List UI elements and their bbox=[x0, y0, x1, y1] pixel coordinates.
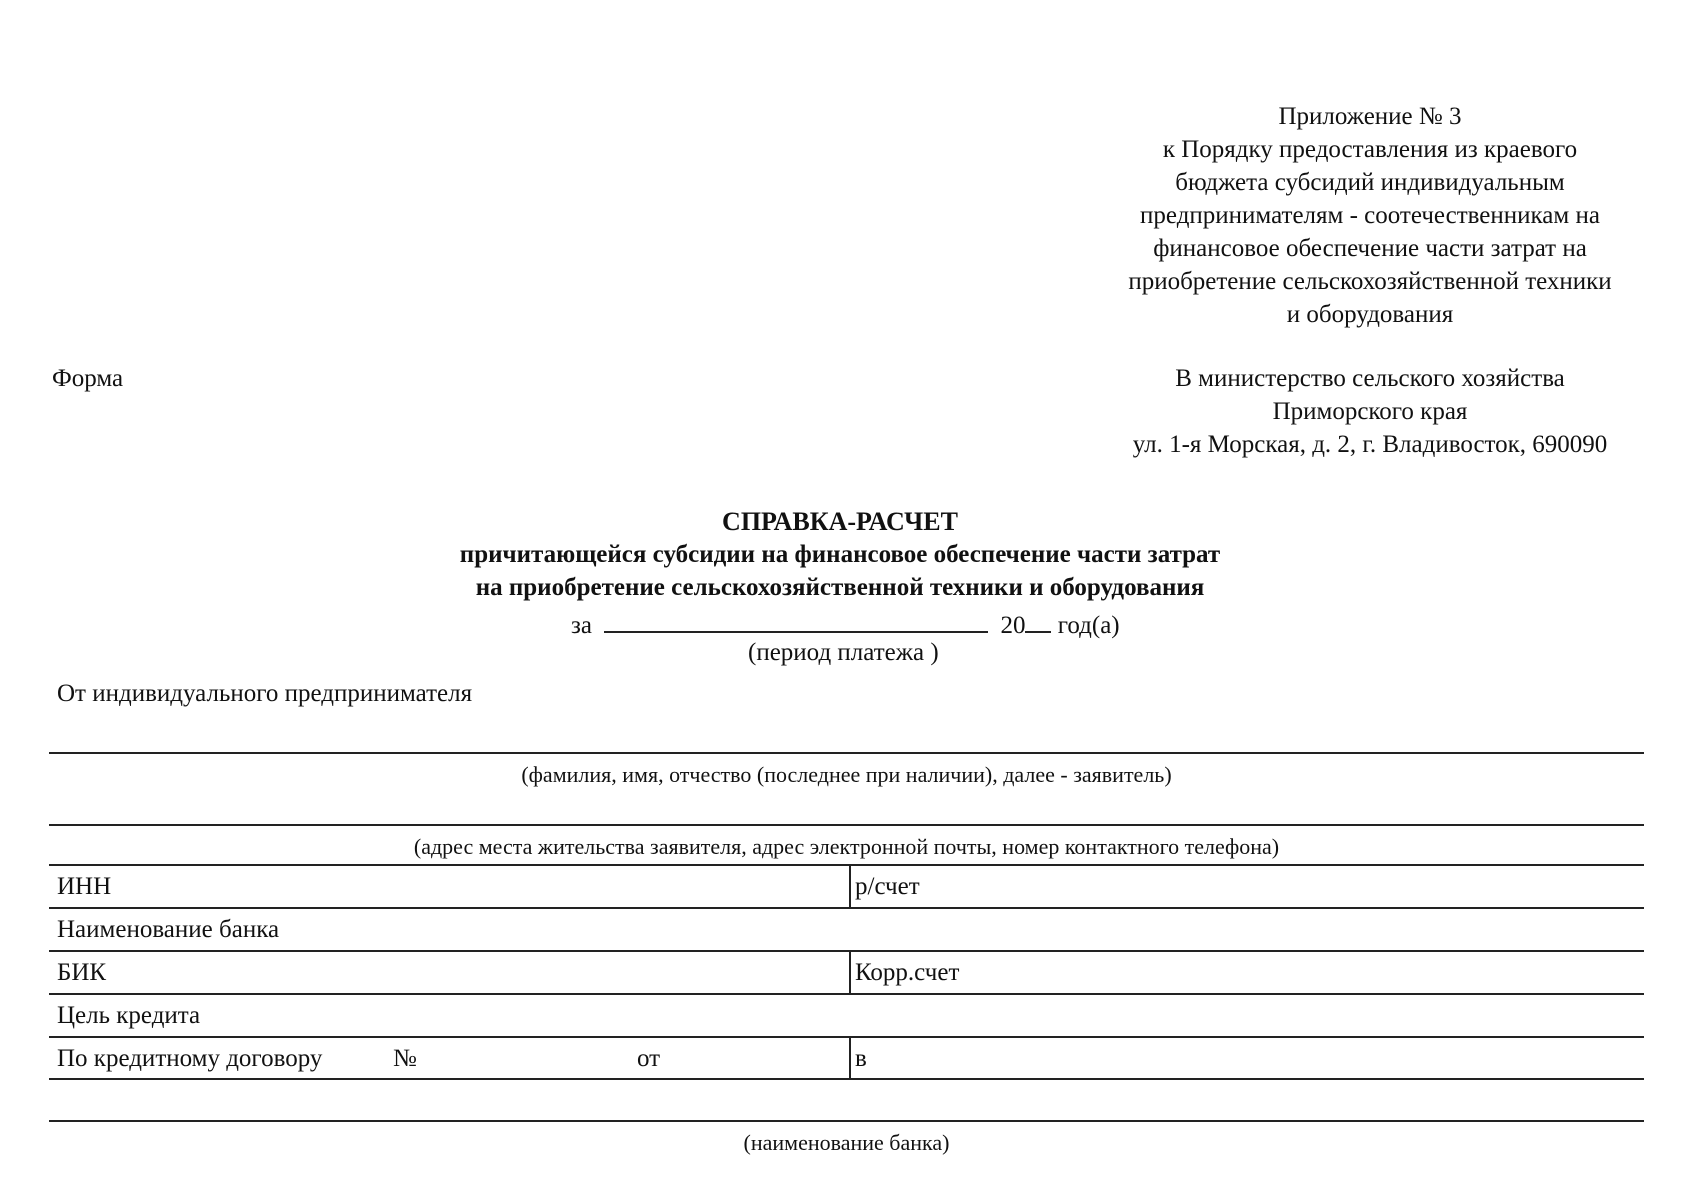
appendix-line: Приложение № 3 bbox=[1278, 103, 1462, 130]
corr-account-label: Корр.счет bbox=[855, 959, 960, 986]
table-column-divider bbox=[849, 864, 851, 907]
inn-label: ИНН bbox=[57, 873, 112, 900]
credit-purpose-label: Цель кредита bbox=[57, 1002, 201, 1029]
period-prefix: за bbox=[571, 612, 592, 639]
period-line bbox=[571, 607, 1120, 640]
title-main: СПРАВКА-РАСЧЕТ bbox=[722, 507, 958, 536]
appendix-line: и оборудования bbox=[1286, 301, 1454, 328]
document-title bbox=[340, 505, 1340, 604]
appendix-line: предпринимателям - соотечественникам на bbox=[1140, 202, 1600, 229]
applicant-address-line[interactable] bbox=[49, 824, 1644, 826]
applicant-name-caption: (фамилия, имя, отчество (последнее при наличии), далее - заявитель) bbox=[521, 762, 1172, 787]
table-row-border bbox=[49, 1036, 1644, 1038]
table-row-border bbox=[49, 993, 1644, 995]
title-line: причитающейся субсидии на финансовое обеспечение части затрат bbox=[459, 541, 1221, 568]
table-column-divider bbox=[849, 1036, 851, 1078]
recipient-line: В министерство сельского хозяйства bbox=[1175, 365, 1565, 392]
period-year-input[interactable] bbox=[1025, 607, 1051, 633]
account-label: р/счет bbox=[855, 873, 920, 900]
appendix-line: финансовое обеспечение части затрат на bbox=[1153, 235, 1587, 262]
agreement-date-label: от bbox=[637, 1045, 661, 1072]
period-year-prefix: 20 bbox=[1000, 612, 1026, 639]
credit-agreement-label: По кредитному договору bbox=[57, 1045, 323, 1072]
appendix-line: бюджета субсидий индивидуальным bbox=[1175, 169, 1565, 196]
agreement-bank-label: в bbox=[855, 1045, 867, 1072]
agreement-number-label: № bbox=[393, 1045, 417, 1072]
appendix-header bbox=[1070, 100, 1670, 331]
table-column-divider bbox=[849, 950, 851, 993]
table-row-border bbox=[49, 907, 1644, 909]
applicant-address-caption: (адрес места жительства заявителя, адрес электронной почты, номер контактного телефона) bbox=[413, 834, 1280, 859]
table-top-border bbox=[49, 864, 1644, 866]
recipient-line: ул. 1-я Морская, д. 2, г. Владивосток, 690090 bbox=[1132, 431, 1608, 458]
appendix-line: к Порядку предоставления из краевого bbox=[1162, 136, 1578, 163]
bank-name-caption: (наименование банка) bbox=[743, 1130, 950, 1155]
bank-name-line[interactable] bbox=[49, 1120, 1644, 1122]
period-caption: (период платежа ) bbox=[748, 639, 939, 666]
title-line: на приобретение сельскохозяйственной техники и оборудования bbox=[475, 574, 1205, 601]
bik-label: БИК bbox=[57, 959, 107, 986]
table-row-border bbox=[49, 1078, 1644, 1080]
recipient-line: Приморского края bbox=[1272, 398, 1468, 425]
recipient-address bbox=[1070, 362, 1670, 461]
applicant-label: От индивидуального предпринимателя bbox=[57, 680, 473, 707]
appendix-line: приобретение сельскохозяйственной техники bbox=[1128, 268, 1612, 295]
table-row-border bbox=[49, 950, 1644, 952]
period-input[interactable] bbox=[604, 607, 988, 633]
bank-name-label: Наименование банка bbox=[57, 916, 280, 943]
form-label: Форма bbox=[52, 365, 124, 392]
period-suffix: год(а) bbox=[1057, 612, 1120, 639]
applicant-name-line[interactable] bbox=[49, 752, 1644, 754]
